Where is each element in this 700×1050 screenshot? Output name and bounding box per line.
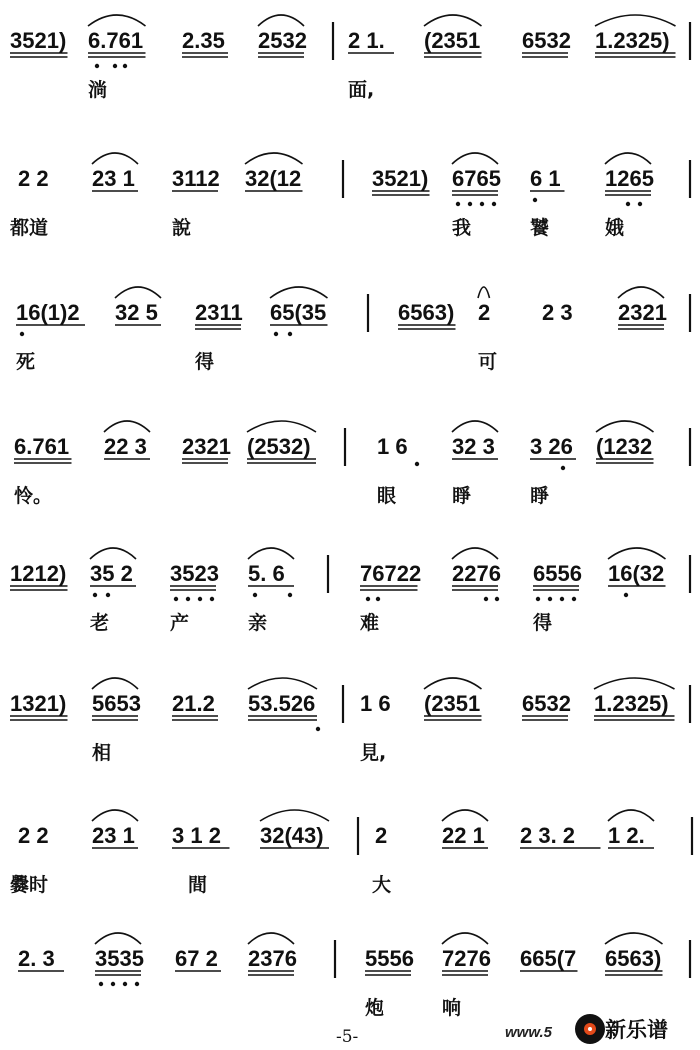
slur — [104, 421, 150, 432]
note-group: 1265 — [605, 166, 654, 191]
note-group: 65(35 — [270, 300, 327, 325]
note-group: 16(1)2 — [16, 300, 80, 325]
octave-dot — [95, 64, 99, 68]
octave-dot — [99, 982, 103, 986]
lyric: 响 — [442, 997, 462, 1019]
slur — [608, 810, 654, 821]
octave-dot — [93, 593, 97, 597]
octave-dot — [572, 597, 576, 601]
note-group: 3535 — [95, 946, 144, 971]
lyric: 得 — [195, 351, 215, 373]
note-group: 2 — [478, 300, 491, 325]
note-group: (2351 — [424, 691, 481, 716]
note-group: 5556 — [365, 946, 414, 971]
lyric: 睜 — [452, 485, 472, 507]
note-group: 1 6 — [360, 691, 391, 716]
slur — [258, 15, 304, 26]
octave-dot — [484, 597, 488, 601]
note-group: 22 1 — [442, 823, 485, 848]
slur — [247, 421, 316, 432]
octave-dot — [274, 332, 278, 336]
slur — [270, 287, 328, 298]
slur — [424, 15, 482, 26]
slur — [608, 548, 666, 559]
lyric: 可 — [478, 351, 498, 373]
octave-dot — [536, 597, 540, 601]
note-group: (2532) — [247, 434, 311, 459]
octave-dot — [561, 466, 565, 470]
lyric: 炮 — [365, 997, 385, 1019]
note-group: 2 3. 2 — [520, 823, 576, 848]
slur — [452, 548, 498, 559]
lyric: 淌 — [88, 79, 108, 101]
octave-dot — [492, 202, 496, 206]
note-group: (1232 — [596, 434, 653, 459]
lyric: 老 — [90, 612, 110, 634]
note-group: 2 2 — [18, 166, 49, 191]
octave-dot — [376, 597, 380, 601]
watermark-site-name: 新乐谱 — [605, 1018, 668, 1042]
note-group: 6.761 — [14, 434, 70, 459]
octave-dot — [480, 202, 484, 206]
lyric: 难 — [360, 612, 380, 634]
lyric: 間 — [188, 874, 208, 896]
slur — [605, 153, 651, 164]
note-group: 2311 — [195, 300, 243, 325]
slur — [115, 287, 161, 298]
note-group: 35 2 — [90, 561, 133, 586]
slur — [452, 153, 498, 164]
lyric: 亲 — [248, 612, 268, 634]
slur — [478, 287, 490, 298]
note-group: 2 — [375, 823, 388, 848]
note-group: 6765 — [452, 166, 501, 191]
slur — [248, 548, 294, 559]
note-group: 5653 — [92, 691, 141, 716]
note-group: 1.2325) — [595, 28, 670, 53]
lyric: 睜 — [530, 485, 550, 507]
lyric: 面, — [348, 79, 375, 101]
slur — [424, 678, 482, 689]
slur — [595, 15, 676, 26]
note-group: 2.35 — [182, 28, 225, 53]
note-group: 6 1 — [530, 166, 561, 191]
octave-dot — [316, 727, 320, 731]
note-group: 23 1 — [92, 823, 135, 848]
note-group: 3523 — [170, 561, 219, 586]
note-group: 3 1 2 — [172, 823, 221, 848]
slur — [605, 933, 663, 944]
octave-dot — [210, 597, 214, 601]
slur — [92, 153, 138, 164]
octave-dot — [495, 597, 499, 601]
note-group: 1 6 — [377, 434, 408, 459]
note-group: 23 1 — [92, 166, 135, 191]
note-group: 665(7 — [520, 946, 577, 971]
slur — [245, 153, 303, 164]
slur — [90, 548, 136, 559]
octave-dot — [560, 597, 564, 601]
lyric: 爨时 — [10, 874, 49, 896]
slur — [92, 810, 138, 821]
note-group: 2 2 — [18, 823, 49, 848]
lyric: 大 — [372, 874, 392, 896]
lyric: 相 — [92, 742, 112, 764]
octave-dot — [638, 202, 642, 206]
note-group: 6563) — [605, 946, 662, 971]
octave-dot — [174, 597, 178, 601]
lyric: 都道 — [10, 217, 49, 239]
octave-dot — [468, 202, 472, 206]
note-group: 2276 — [452, 561, 501, 586]
slur — [88, 15, 146, 26]
note-group: 1321) — [10, 691, 67, 716]
note-group: 6532 — [522, 691, 571, 716]
watermark-url: www.5 — [505, 1024, 552, 1041]
slur — [594, 678, 675, 689]
note-group: 16(32 — [608, 561, 665, 586]
note-group: 3521) — [10, 28, 67, 53]
note-group: 2321 — [618, 300, 667, 325]
note-group: 22 3 — [104, 434, 147, 459]
octave-dot — [253, 593, 257, 597]
lyric: 怜。 — [14, 485, 53, 507]
octave-dot — [135, 982, 139, 986]
octave-dot — [186, 597, 190, 601]
note-group: 6563) — [398, 300, 455, 325]
lyric: 饕 — [530, 217, 550, 239]
note-group: (2351 — [424, 28, 481, 53]
note-group: 1 2. — [608, 823, 645, 848]
note-group: 6.761 — [88, 28, 144, 53]
octave-dot — [415, 462, 419, 466]
octave-dot — [106, 593, 110, 597]
slur — [442, 933, 488, 944]
octave-dot — [20, 332, 24, 336]
octave-dot — [123, 982, 127, 986]
note-group: 6532 — [522, 28, 571, 53]
note-group: 3521) — [372, 166, 429, 191]
lyric: 得 — [533, 612, 553, 634]
lyric: 产 — [170, 612, 190, 634]
octave-dot — [288, 593, 292, 597]
note-group: 32 3 — [452, 434, 495, 459]
note-group: 32 5 — [115, 300, 158, 325]
octave-dot — [533, 198, 537, 202]
note-group: 53.526 — [248, 691, 316, 716]
lyric: 眼 — [377, 485, 397, 507]
note-group: 67 2 — [175, 946, 218, 971]
note-group: 21.2 — [172, 691, 215, 716]
octave-dot — [624, 593, 628, 597]
octave-dot — [113, 64, 117, 68]
note-group: 1212) — [10, 561, 67, 586]
note-group: 32(12 — [245, 166, 302, 191]
note-group: 5. 6 — [248, 561, 285, 586]
lyric: 見, — [360, 742, 387, 764]
note-group: 2. 3 — [18, 946, 55, 971]
octave-dot — [111, 982, 115, 986]
note-group: 32(43) — [260, 823, 324, 848]
page-number: -5- — [336, 1027, 359, 1047]
lyric: 說 — [172, 217, 192, 239]
slur — [248, 933, 294, 944]
note-group: 2321 — [182, 434, 231, 459]
note-group: 6556 — [533, 561, 582, 586]
slur — [92, 678, 138, 689]
octave-dot — [626, 202, 630, 206]
slur — [260, 810, 329, 821]
slur — [452, 421, 498, 432]
note-group: 2376 — [248, 946, 297, 971]
note-group: 2 1. — [348, 28, 385, 53]
note-group: 2 3 — [542, 300, 573, 325]
note-group: 1.2325) — [594, 691, 669, 716]
note-group: 3112 — [172, 166, 220, 191]
octave-dot — [198, 597, 202, 601]
slur — [95, 933, 141, 944]
slur — [618, 287, 664, 298]
lyric: 我 — [452, 217, 472, 239]
note-group: 3 26 — [530, 434, 573, 459]
slur — [248, 678, 317, 689]
slur — [596, 421, 654, 432]
note-group: 2532 — [258, 28, 307, 53]
lyric: 死 — [16, 351, 36, 373]
octave-dot — [366, 597, 370, 601]
octave-dot — [548, 597, 552, 601]
slur — [442, 810, 488, 821]
note-group: 76722 — [360, 561, 422, 586]
octave-dot — [123, 64, 127, 68]
octave-dot — [456, 202, 460, 206]
octave-dot — [288, 332, 292, 336]
lyric: 娥 — [605, 217, 625, 239]
note-group: 7276 — [442, 946, 491, 971]
